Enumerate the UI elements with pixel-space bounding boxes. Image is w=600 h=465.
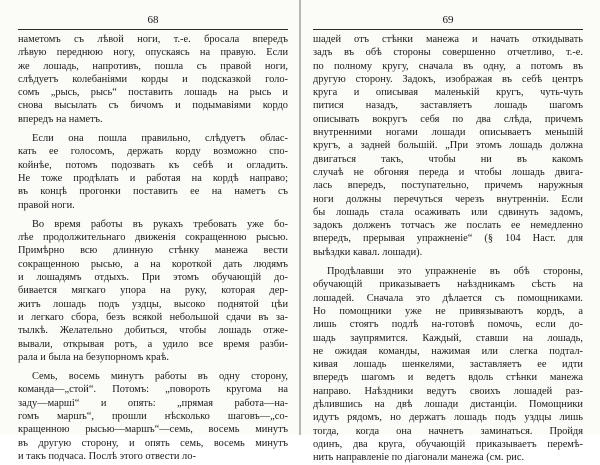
text-line: выѣздки кавал. лошади). xyxy=(313,246,423,258)
text-line: обучающій приказываетъ наѣздникамъ сѣсть на xyxy=(313,279,583,291)
text-line: задъ въ обѣ стороны совершенно отчетливо, т.-е. xyxy=(313,47,583,59)
text-line: кругъ, а задней большій. „При этомъ лошадь должна xyxy=(313,140,583,152)
text-line: бы лошадь стала осаживать или сдвинуть задомъ, xyxy=(313,206,583,218)
text-line: бивается мягкаго упора на руку, которая дер- xyxy=(18,285,288,297)
text-line: случаѣ не обгоняя переда и чтобы лошадь двига- xyxy=(313,166,583,178)
text-line: описывать вокругъ себя по два слѣда, причемъ xyxy=(313,113,583,125)
text-line: и легкаго сбора, безъ всякой небольшой сдачи въ за- xyxy=(18,311,288,323)
text-line: снова высылать съ бичомъ и подымавіями кордо xyxy=(18,100,288,112)
text-line: рала и была на безупорномъ краѣ. xyxy=(18,351,170,363)
header-rule xyxy=(18,29,288,30)
text-line: питися назадъ, заставляетъ лошадь шагомъ xyxy=(313,100,583,112)
text-line: въ концѣ прогонки поставить ее на наметъ съ xyxy=(18,186,288,198)
text-line: Во время работы въ рукахъ требовать уже бо- xyxy=(32,218,288,230)
paragraph xyxy=(18,132,288,212)
page-body xyxy=(313,33,583,464)
text-line: кращенною рысью—маршъ“—семь, восемь минутъ xyxy=(18,424,288,436)
text-line: шадей отъ стѣнки манежа и начать откидывать xyxy=(313,34,583,45)
text-line: лась впередъ, поступательно, причемъ наружныя xyxy=(313,180,583,192)
text-line: лишь стоятъ подлѣ на-готовѣ помочь, если до- xyxy=(313,319,583,331)
text-line: задокъ долженъ тотчасъ же послать ее немедленно xyxy=(313,220,583,232)
page-number: 69 xyxy=(442,14,454,26)
left-page xyxy=(18,0,288,462)
text-line: кивая лошадь шенкелями, заставляетъ ее идти xyxy=(313,359,583,371)
page-number: 68 xyxy=(147,14,159,26)
text-line: по полному кругу, сначала въ одну, а потомъ въ xyxy=(313,60,583,72)
text-line: направо. Наѣздники ведутъ своихъ лошадей раз- xyxy=(313,385,583,397)
right-page xyxy=(313,0,583,464)
paragraph xyxy=(18,218,288,364)
text-line: правой ноги. xyxy=(18,199,75,211)
text-line: слѣдуетъ колебаніями корды и подсказкой голо- xyxy=(18,73,288,85)
text-line: кать ее голосомъ, держать корду возможно спо- xyxy=(18,146,288,158)
text-line: круга и описывая маленькій кругъ, чуть-чуть xyxy=(313,87,583,99)
text-line: лѣе продолжительнаго движенія сокращенною рысью. xyxy=(18,232,288,244)
text-line: койнѣе, потомъ подозвать къ себѣ и огладить. xyxy=(18,159,288,171)
text-line: и лошадямъ отдыхъ. При этомъ обучающій до- xyxy=(18,272,288,284)
text-line: лѣвую переднюю ногу, опускаясь на правую. Если xyxy=(18,47,288,59)
text-line: Продѣлавши это упражненіе въ обѣ стороны, xyxy=(327,266,583,278)
paragraph xyxy=(313,265,583,464)
text-line: двигаться такъ, чтобы ни въ какомъ xyxy=(313,153,583,165)
text-line: Примѣрно всю длинную стѣнку манежа вести xyxy=(18,245,288,257)
text-line: Но помощники уже не привязываютъ кордъ, а xyxy=(313,305,583,317)
text-line: заду—марші“ и опять: „прямая работа—на- xyxy=(18,397,288,409)
text-line: команда—„стой“. Потомъ: „повороть кругома на xyxy=(18,384,288,396)
text-line: не ожидая команды, нажимая или слегка подтал- xyxy=(313,345,583,357)
text-line: ноги должны перечуться черезъ внутренніи. Если xyxy=(313,193,583,205)
text-line: тылкѣ. Желательно добиться, чтобы лошадь отже- xyxy=(18,325,288,337)
text-line: житъ лошадь подъ уздцы, высоко поднятой цѣи xyxy=(18,298,288,310)
header-rule xyxy=(313,29,583,30)
text-line: Не тоже продѣлать и работая на кордѣ направо; xyxy=(18,172,288,184)
text-line: гомъ маршъ“, прошли нѣсколько шаговъ—„со- xyxy=(18,411,288,423)
text-line: впередъ на наметъ. xyxy=(18,113,103,125)
text-line: въ другую сторону, и опять семь, восемь минутъ xyxy=(18,437,288,449)
text-line: вывали, открывая ротъ, а удило все время разби- xyxy=(18,338,288,350)
paragraph xyxy=(313,33,583,259)
paragraph xyxy=(18,33,288,126)
text-line: сокращенною рысью, а на короткой дать людямъ xyxy=(18,258,288,270)
text-line: идутъ рядомъ, но держатъ лошадь подъ уздцы лишь xyxy=(313,412,583,424)
text-line: Семь, восемь минутъ работы въ одну сторону, xyxy=(32,371,288,383)
text-line: внутренними ногами лошади описываетъ меньшій xyxy=(313,127,583,139)
text-line: сомъ „рысь, рысь“ поставить лошадь на рысь и xyxy=(18,87,288,99)
text-line: другую сторону. Задокъ, изображая въ себѣ центръ xyxy=(313,73,583,85)
text-line: тогда, когда она начнетъ заминаться. Пройдя xyxy=(313,425,583,437)
text-line: одинъ, два круга, обучающій приказываетъ перемѣ- xyxy=(313,438,583,450)
page-body xyxy=(18,33,288,462)
text-line: шадь заупрямится. Каждый, ставши на лошадь, xyxy=(313,332,583,344)
text-line: дѣлившись на двѣ лошади дистанціи. Помощники xyxy=(313,399,583,411)
text-line: наметомъ съ лѣвой ноги, т.-е. бросала впередъ xyxy=(18,34,288,45)
text-line: и такъ подчаса. Послѣ этого отвести ло- xyxy=(18,450,196,462)
book-gutter xyxy=(299,0,301,435)
text-line: же лошадь, напротивъ, пошла съ правой ноги, xyxy=(18,60,288,72)
text-line: Если она пошла правильно, слѣдуетъ облас- xyxy=(32,133,288,145)
text-line: лошадей. Сначала это дѣлается съ помощниками. xyxy=(313,292,583,304)
text-line: впередъ шагомъ и ведетъ вдоль стѣнки манежа xyxy=(313,372,583,384)
text-line: впередъ, прерывая упражненіе“ (§ 104 Наст. для xyxy=(313,233,583,245)
text-line: нить направленіе по діагонали манежа (см. рис. xyxy=(313,452,525,464)
paragraph xyxy=(18,370,288,463)
